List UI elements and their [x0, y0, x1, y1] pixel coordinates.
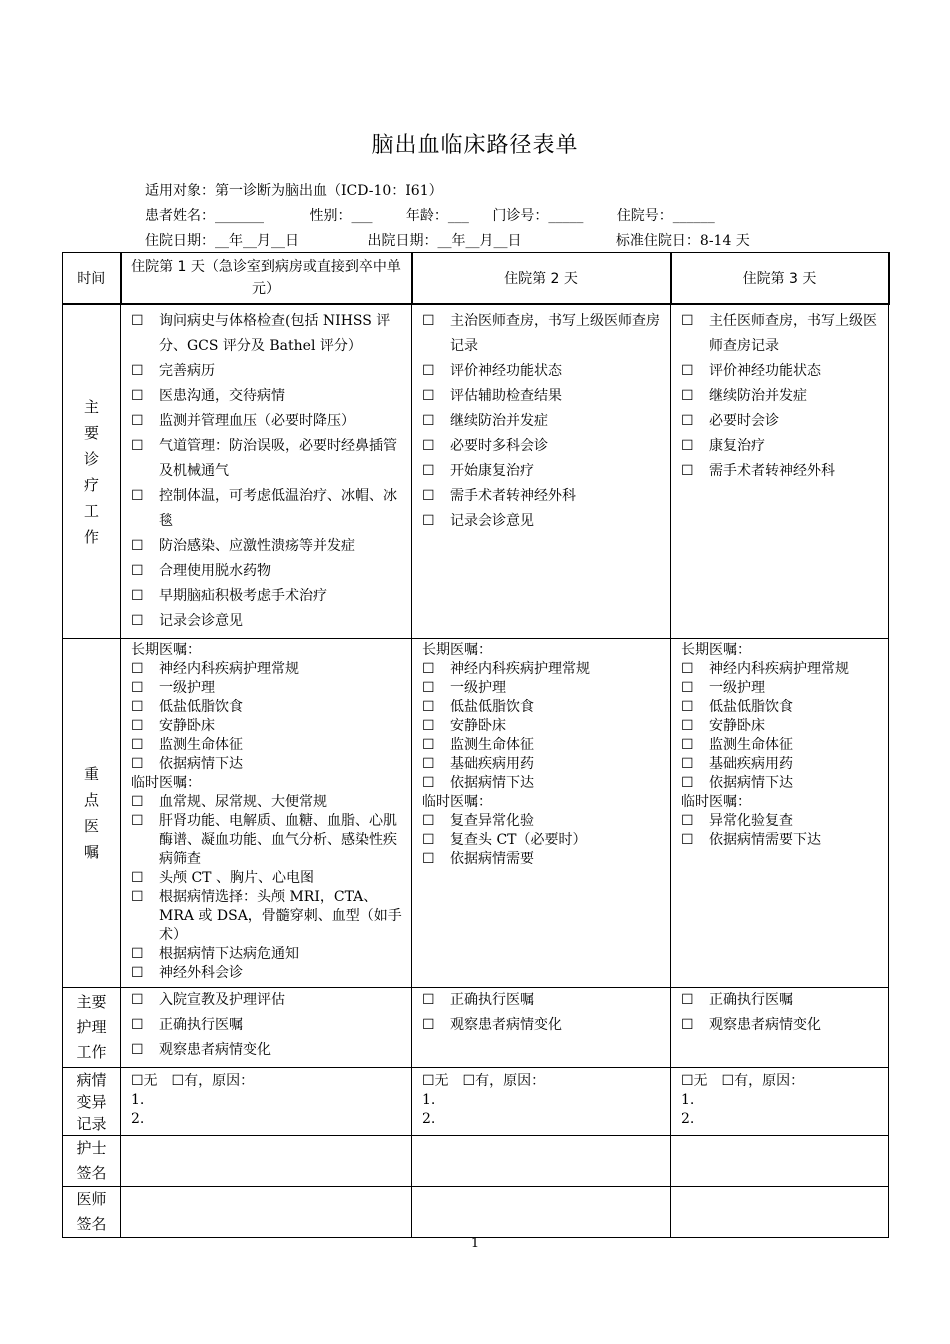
checklist-item: [131, 1013, 405, 1038]
checkbox-icon[interactable]: ☐: [131, 563, 144, 579]
nurse-sign-day2[interactable]: [412, 1136, 671, 1187]
main-work-day1: [121, 305, 411, 638]
checkbox-icon[interactable]: ☐: [131, 680, 144, 696]
checklist-item-text: 评估辅助检查结果: [450, 388, 562, 404]
checklist-item-text: 安静卧床: [709, 718, 765, 734]
checklist-item: [681, 755, 882, 774]
checklist-item: [131, 698, 405, 717]
main-work-day2: [412, 305, 670, 538]
checklist-item: [422, 736, 664, 755]
day3-header: 住院第 3 天: [671, 253, 889, 305]
checklist-item-text: 必要时多科会诊: [450, 438, 548, 454]
checklist-item-text: 神经外科会诊: [159, 965, 243, 981]
discharge-date-field[interactable]: 出院日期：__年__月__日: [367, 233, 522, 249]
checklist-item: [422, 459, 664, 484]
checklist-item-text: 气道管理：防治误吸，必要时经鼻插管及机械通气: [159, 438, 397, 479]
checkbox-icon[interactable]: ☐: [681, 413, 694, 429]
doctor-sign-label: 医师签名: [76, 1190, 107, 1233]
checklist-item: [131, 717, 405, 736]
checklist-item-text: 基础疾病用药: [709, 756, 793, 772]
checkbox-icon[interactable]: ☐: [131, 388, 144, 404]
orders-day2-long: [422, 660, 664, 793]
checklist-item: [681, 459, 882, 484]
long-term-orders-heading: 长期医嘱：: [131, 642, 201, 658]
checklist-item-text: 依据病情下达: [450, 775, 534, 791]
checklist-item-text: 复查异常化验: [450, 813, 534, 829]
standard-stay: 标准住院日：8-14 天: [615, 233, 750, 249]
checkbox-icon[interactable]: ☐: [131, 588, 144, 604]
checklist-item: [681, 831, 882, 850]
checklist-item: [422, 384, 664, 409]
checklist-item: [131, 359, 405, 384]
checklist-item-text: 一级护理: [159, 680, 215, 696]
variation-options[interactable]: ☐无 ☐有，原因：: [681, 1073, 805, 1089]
checklist-item-text: 低盐低脂饮食: [709, 699, 793, 715]
checklist-item-text: 需手术者转神经外科: [450, 488, 576, 504]
variation-options[interactable]: ☐无 ☐有，原因：: [131, 1073, 255, 1089]
checklist-item-text: 监测生命体征: [450, 737, 534, 753]
checkbox-icon[interactable]: ☐: [422, 775, 435, 791]
checklist-item-text: 正确执行医嘱: [709, 992, 793, 1008]
checklist-item-text: 神经内科疾病护理常规: [709, 661, 849, 677]
admit-date-field[interactable]: 住院日期：__年__月__日: [145, 233, 299, 249]
checklist-item: [422, 755, 664, 774]
checklist-item-text: 低盐低脂饮食: [159, 699, 243, 715]
variation-day3: [671, 1068, 888, 1133]
doctor-signature-row: [63, 1187, 889, 1238]
checklist-item: [131, 660, 405, 679]
checklist-item-text: 医患沟通，交待病情: [159, 388, 285, 404]
checkbox-icon[interactable]: ☐: [131, 992, 144, 1008]
checklist-item: [681, 812, 882, 831]
variation-day1: [121, 1068, 411, 1133]
checklist-item-text: 观察患者病情变化: [709, 1017, 821, 1033]
variation-label: 病情变异记录: [76, 1070, 107, 1133]
variation-reason-1[interactable]: 1.: [681, 1092, 695, 1108]
checklist-item-text: 继续防治并发症: [709, 388, 807, 404]
checkbox-icon[interactable]: ☐: [681, 813, 694, 829]
checklist-item: [422, 812, 664, 831]
checklist-item: [681, 660, 882, 679]
nursing-label: 主要护理工作: [76, 993, 107, 1061]
checkbox-icon[interactable]: ☐: [422, 388, 435, 404]
checklist-item: [131, 534, 405, 559]
checklist-item-text: 肝肾功能、电解质、血糖、血脂、心肌酶谱、凝血功能、血气分析、感染性疾病筛查: [159, 813, 397, 867]
checklist-item-text: 康复治疗: [709, 438, 765, 454]
checklist-item-text: 入院宣教及护理评估: [159, 992, 285, 1008]
checkbox-icon[interactable]: ☐: [131, 538, 144, 554]
checkbox-icon[interactable]: ☐: [131, 718, 144, 734]
orders-day3-temp: [681, 812, 882, 850]
checklist-item-text: 依据病情需要: [450, 851, 534, 867]
checkbox-icon[interactable]: ☐: [681, 661, 694, 677]
checklist-item-text: 基础疾病用药: [450, 756, 534, 772]
checkbox-icon[interactable]: ☐: [422, 992, 435, 1008]
checklist-item: [131, 409, 405, 434]
checklist-item-text: 需手术者转神经外科: [709, 463, 835, 479]
checklist-item: [422, 409, 664, 434]
checklist-item: [422, 850, 664, 869]
checkbox-icon[interactable]: ☐: [681, 438, 694, 454]
checkbox-icon[interactable]: ☐: [422, 680, 435, 696]
checkbox-icon[interactable]: ☐: [131, 613, 144, 629]
checklist-item: [422, 717, 664, 736]
checkbox-icon[interactable]: ☐: [422, 756, 435, 772]
checklist-item-text: 正确执行医嘱: [159, 1017, 243, 1033]
checkbox-icon[interactable]: ☐: [681, 992, 694, 1008]
checklist-item: [681, 309, 882, 359]
checklist-item-text: 一级护理: [709, 680, 765, 696]
variation-reason-2[interactable]: 2.: [681, 1111, 695, 1127]
checklist-item: [131, 484, 405, 534]
checklist-item-text: 血常规、尿常规、大便常规: [159, 794, 327, 810]
checkbox-icon[interactable]: ☐: [681, 718, 694, 734]
checklist-item: [131, 945, 405, 964]
checklist-item-text: 评价神经功能状态: [709, 363, 821, 379]
checklist-item: [131, 888, 405, 945]
variation-reason-2[interactable]: 2.: [131, 1111, 145, 1127]
checklist-item-text: 复查头 CT（必要时）: [450, 832, 587, 848]
checkbox-icon[interactable]: ☐: [681, 313, 694, 329]
clinic-number-field[interactable]: 门诊号：_____: [492, 208, 584, 224]
checklist-item-text: 记录会诊意见: [159, 613, 243, 629]
checkbox-icon[interactable]: ☐: [681, 680, 694, 696]
nursing-day2: [412, 988, 670, 1042]
checkbox-icon[interactable]: ☐: [131, 946, 144, 962]
checklist-item-text: 早期脑疝积极考虑手术治疗: [159, 588, 327, 604]
checklist-item: [422, 309, 664, 359]
checklist-item-text: 监测生命体征: [709, 737, 793, 753]
checkbox-icon[interactable]: ☐: [681, 363, 694, 379]
checkbox-icon[interactable]: ☐: [422, 718, 435, 734]
nurse-sign-day3[interactable]: [671, 1136, 889, 1187]
checklist-item: [422, 774, 664, 793]
patient-info-line: [145, 205, 715, 225]
checklist-item: [131, 584, 405, 609]
checklist-item: [681, 679, 882, 698]
checklist-item: [422, 660, 664, 679]
checklist-item-text: 低盐低脂饮食: [450, 699, 534, 715]
checkbox-icon[interactable]: ☐: [131, 737, 144, 753]
clinical-pathway-table: [62, 252, 890, 1238]
checkbox-icon[interactable]: ☐: [131, 661, 144, 677]
admission-number-field[interactable]: 住院号：______: [616, 208, 715, 224]
checklist-item-text: 评价神经功能状态: [450, 363, 562, 379]
orders-day2-temp: [422, 812, 664, 869]
checklist-item-text: 依据病情下达: [159, 756, 243, 772]
checklist-item: [131, 812, 405, 869]
checklist-item: [131, 869, 405, 888]
checklist-item-text: 观察患者病情变化: [159, 1042, 271, 1058]
checklist-item-text: 继续防治并发症: [450, 413, 548, 429]
doctor-sign-day2[interactable]: [412, 1187, 671, 1238]
checklist-item-text: 观察患者病情变化: [450, 1017, 562, 1033]
variation-row: [63, 1068, 889, 1136]
checklist-item: [422, 434, 664, 459]
doctor-sign-day3[interactable]: [671, 1187, 889, 1238]
scope-line: 适用对象：第一诊断为脑出血（ICD-10：I61）: [145, 183, 443, 199]
checklist-item: [131, 1038, 405, 1063]
checkbox-icon[interactable]: ☐: [131, 438, 144, 454]
temporary-orders-heading: 临时医嘱：: [422, 794, 492, 810]
checklist-item: [422, 484, 664, 509]
page-title: 脑出血临床路径表单: [371, 133, 579, 158]
variation-reason-1[interactable]: 1.: [131, 1092, 145, 1108]
checklist-item: [681, 409, 882, 434]
checklist-item: [131, 964, 405, 983]
main-work-label: 主要诊疗工作: [83, 397, 99, 546]
temporary-orders-heading: 临时医嘱：: [131, 775, 201, 791]
checklist-item: [131, 559, 405, 584]
orders-day3-long: [681, 660, 882, 793]
checkbox-icon[interactable]: ☐: [422, 832, 435, 848]
checkbox-icon[interactable]: ☐: [422, 699, 435, 715]
age-field[interactable]: 年龄：___: [405, 208, 469, 224]
checklist-item-text: 安静卧床: [450, 718, 506, 734]
checklist-item: [681, 774, 882, 793]
checklist-item-text: 控制体温，可考虑低温治疗、冰帽、冰毯: [159, 488, 397, 529]
time-header: 时间: [63, 253, 121, 305]
checkbox-icon[interactable]: ☐: [681, 1017, 694, 1033]
checklist-item: [131, 434, 405, 484]
checklist-item-text: 主任医师查房，书写上级医师查房记录: [709, 313, 877, 354]
checkbox-icon[interactable]: ☐: [131, 794, 144, 810]
checklist-item: [422, 831, 664, 850]
checklist-item: [131, 793, 405, 812]
checklist-item-text: 安静卧床: [159, 718, 215, 734]
checklist-item-text: 主治医师查房，书写上级医师查房记录: [450, 313, 660, 354]
checklist-item-text: 依据病情下达: [709, 775, 793, 791]
variation-reason-2[interactable]: 2.: [422, 1111, 436, 1127]
checklist-item: [681, 988, 882, 1013]
checklist-item-text: 根据病情下达病危通知: [159, 946, 299, 962]
checkbox-icon[interactable]: ☐: [422, 413, 435, 429]
checklist-item: [422, 509, 664, 534]
checklist-item: [681, 434, 882, 459]
checklist-item: [422, 698, 664, 717]
checkbox-icon[interactable]: ☐: [681, 756, 694, 772]
checklist-item-text: 正确执行医嘱: [450, 992, 534, 1008]
checklist-item-text: 异常化验复查: [709, 813, 793, 829]
variation-options[interactable]: ☐无 ☐有，原因：: [422, 1073, 546, 1089]
checklist-item: [131, 736, 405, 755]
orders-day1-long: [131, 660, 405, 774]
checkbox-icon[interactable]: ☐: [681, 775, 694, 791]
checkbox-icon[interactable]: ☐: [681, 388, 694, 404]
checklist-item-text: 一级护理: [450, 680, 506, 696]
checklist-item: [131, 679, 405, 698]
checklist-item-text: 防治感染、应激性溃疡等并发症: [159, 538, 355, 554]
temporary-orders-heading: 临时医嘱：: [681, 794, 751, 810]
checklist-item-text: 监测生命体征: [159, 737, 243, 753]
day1-header: 住院第 1 天（急诊室到病房或直接到卒中单元）: [121, 253, 412, 305]
long-term-orders-heading: 长期医嘱：: [422, 642, 492, 658]
doctor-sign-day1[interactable]: [121, 1187, 412, 1238]
checklist-item: [681, 384, 882, 409]
nursing-day3: [671, 988, 888, 1042]
checkbox-icon[interactable]: ☐: [681, 463, 694, 479]
checkbox-icon[interactable]: ☐: [422, 1017, 435, 1033]
checklist-item-text: 神经内科疾病护理常规: [159, 661, 299, 677]
checkbox-icon[interactable]: ☐: [422, 813, 435, 829]
checklist-item: [681, 359, 882, 384]
checklist-item: [131, 988, 405, 1013]
nurse-sign-day1[interactable]: [121, 1136, 412, 1187]
checkbox-icon[interactable]: ☐: [681, 699, 694, 715]
checkbox-icon[interactable]: ☐: [422, 463, 435, 479]
checkbox-icon[interactable]: ☐: [681, 832, 694, 848]
checklist-item: [681, 717, 882, 736]
checklist-item: [131, 309, 405, 359]
checklist-item-text: 头颅 CT 、胸片、心电图: [159, 870, 314, 886]
patient-name-field[interactable]: 患者姓名：_______: [145, 208, 264, 224]
sex-field[interactable]: 性别：___: [309, 208, 373, 224]
checklist-item-text: 询问病史与体格检查(包括 NIHSS 评分、GCS 评分及 Bathel 评分）: [159, 313, 391, 354]
checkbox-icon[interactable]: ☐: [422, 513, 435, 529]
checklist-item-text: 完善病历: [159, 363, 215, 379]
nursing-row: [63, 988, 889, 1068]
checklist-item: [422, 988, 664, 1013]
checklist-item: [681, 736, 882, 755]
checklist-item: [131, 384, 405, 409]
checkbox-icon[interactable]: ☐: [422, 851, 435, 867]
day2-header: 住院第 2 天: [412, 253, 671, 305]
checkbox-icon[interactable]: ☐: [681, 737, 694, 753]
checkbox-icon[interactable]: ☐: [131, 699, 144, 715]
checkbox-icon[interactable]: ☐: [131, 965, 144, 981]
checkbox-icon[interactable]: ☐: [131, 1017, 144, 1033]
orders-day1-temp: [131, 793, 405, 983]
checklist-item-text: 监测并管理血压（必要时降压）: [159, 413, 355, 429]
checkbox-icon[interactable]: ☐: [422, 737, 435, 753]
header-row: [63, 253, 889, 305]
checkbox-icon[interactable]: ☐: [422, 488, 435, 504]
checklist-item-text: 合理使用脱水药物: [159, 563, 271, 579]
main-work-row: [63, 304, 889, 639]
checklist-item-text: 开始康复治疗: [450, 463, 534, 479]
nurse-sign-label: 护士签名: [76, 1139, 107, 1182]
checklist-item-text: 神经内科疾病护理常规: [450, 661, 590, 677]
dates-line: [145, 230, 750, 250]
checklist-item: [422, 1013, 664, 1038]
orders-label: 重点医嘱: [83, 765, 99, 861]
variation-day2: [412, 1068, 670, 1133]
checklist-item: [131, 609, 405, 634]
long-term-orders-heading: 长期医嘱：: [681, 642, 751, 658]
checklist-item: [681, 698, 882, 717]
main-work-day3: [671, 305, 888, 488]
checkbox-icon[interactable]: ☐: [422, 363, 435, 379]
nursing-day1: [121, 988, 411, 1067]
checklist-item-text: 必要时会诊: [709, 413, 779, 429]
checkbox-icon[interactable]: ☐: [131, 313, 144, 329]
checkbox-icon[interactable]: ☐: [131, 1042, 144, 1058]
checklist-item: [131, 755, 405, 774]
checkbox-icon[interactable]: ☐: [422, 661, 435, 677]
checklist-item: [681, 1013, 882, 1038]
checkbox-icon[interactable]: ☐: [422, 438, 435, 454]
checklist-item: [422, 679, 664, 698]
checklist-item: [422, 359, 664, 384]
checkbox-icon[interactable]: ☐: [131, 870, 144, 886]
checkbox-icon[interactable]: ☐: [131, 363, 144, 379]
checklist-item-text: 记录会诊意见: [450, 513, 534, 529]
checkbox-icon[interactable]: ☐: [422, 313, 435, 329]
checklist-item-text: 依据病情需要下达: [709, 832, 821, 848]
variation-reason-1[interactable]: 1.: [422, 1092, 436, 1108]
page-number: 1: [470, 1236, 480, 1251]
checkbox-icon[interactable]: ☐: [131, 488, 144, 504]
orders-row: [63, 639, 889, 988]
checkbox-icon[interactable]: ☐: [131, 413, 144, 429]
nurse-signature-row: [63, 1136, 889, 1187]
checkbox-icon[interactable]: ☐: [131, 889, 144, 905]
checkbox-icon[interactable]: ☐: [131, 756, 144, 772]
checklist-item-text: 根据病情选择：头颅 MRI，CTA、MRA 或 DSA，骨髓穿刺、血型（如手术）: [159, 889, 402, 943]
checkbox-icon[interactable]: ☐: [131, 813, 144, 829]
